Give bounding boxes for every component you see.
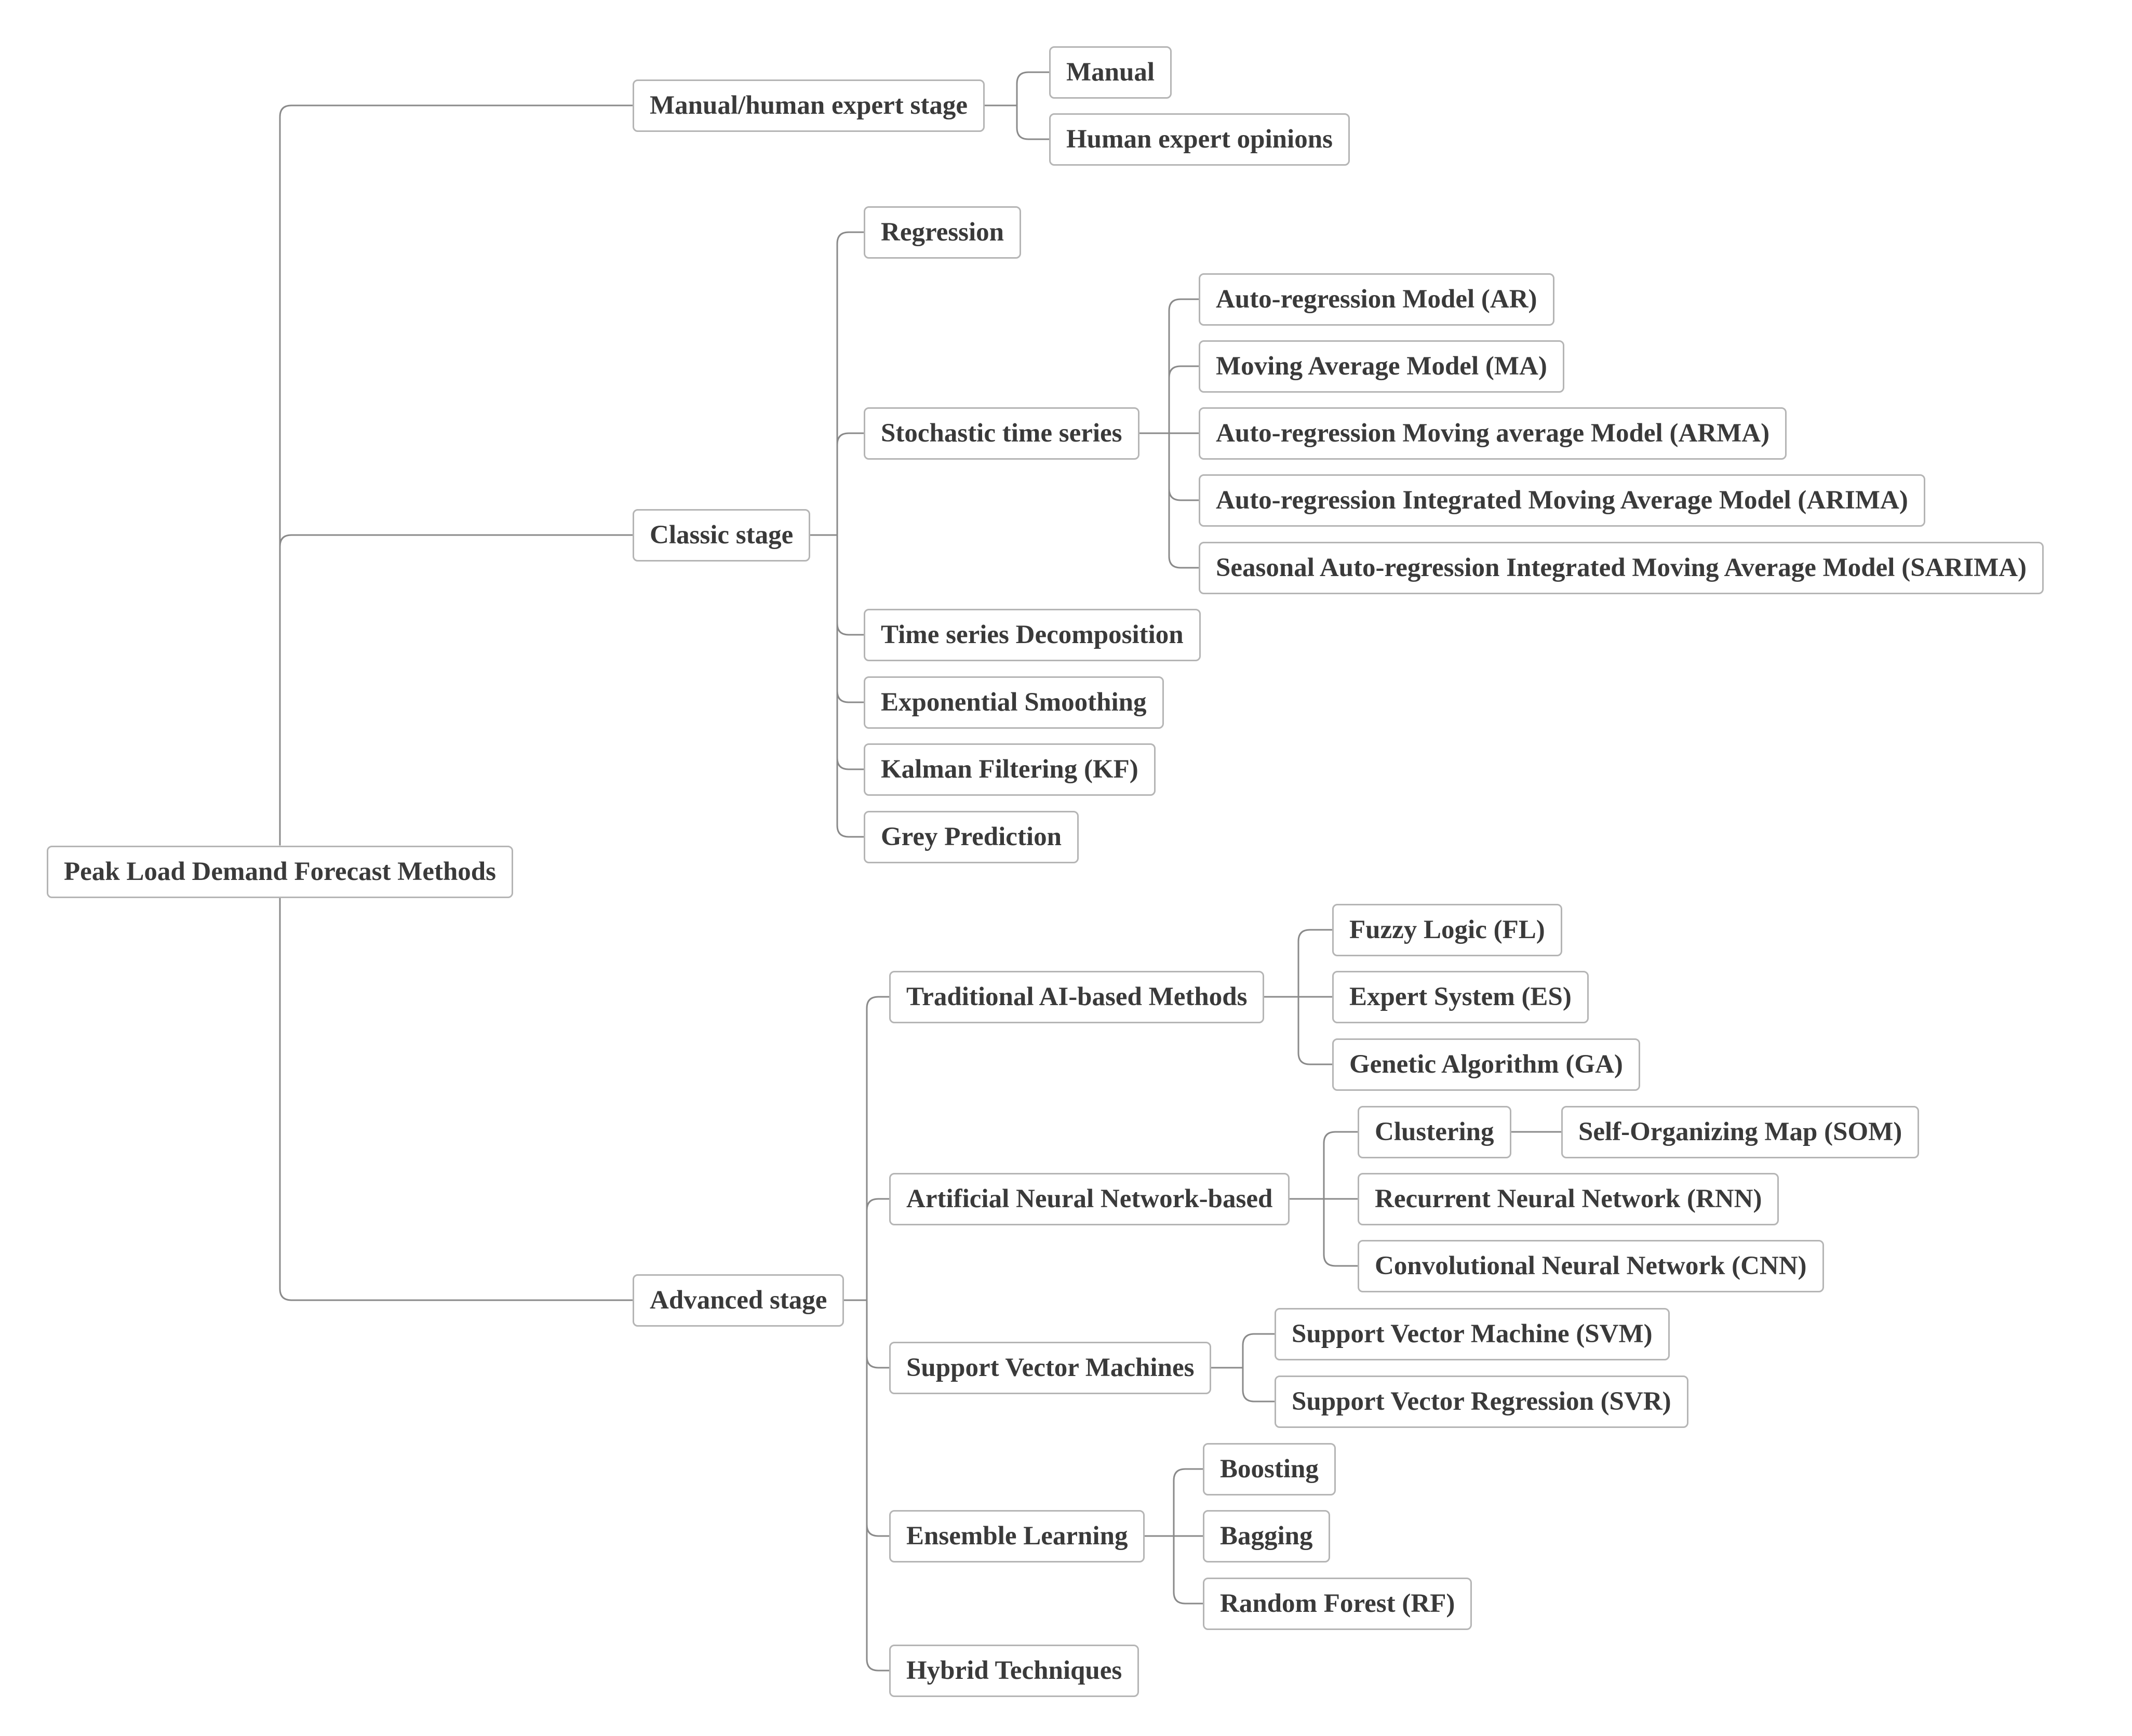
node-support-vector-machine-svm: Support Vector Machine (SVM): [1275, 1308, 1670, 1360]
connector-random-forest-rf: [1145, 1536, 1203, 1604]
node-regression: Regression: [864, 206, 1021, 259]
node-stochastic-time-series: Stochastic time series: [864, 407, 1139, 460]
connector-grey-prediction: [810, 535, 864, 837]
node-auto-regression-moving-average-model-arma: Auto-regression Moving average Model (ARMA): [1199, 407, 1787, 460]
node-expert-system-es: Expert System (ES): [1332, 971, 1589, 1023]
node-manual: Manual: [1049, 46, 1172, 99]
node-hybrid-techniques: Hybrid Techniques: [889, 1645, 1139, 1697]
node-grey-prediction: Grey Prediction: [864, 811, 1079, 863]
connector-support-vector-regression-svr: [1211, 1368, 1275, 1401]
node-bagging: Bagging: [1203, 1510, 1330, 1563]
node-manual-human-expert-stage: Manual/human expert stage: [633, 79, 985, 132]
connector-fuzzy-logic-fl: [1264, 930, 1332, 997]
connector-moving-average-model-ma: [1139, 366, 1199, 433]
connector-stochastic-time-series: [810, 433, 864, 535]
node-moving-average-model-ma: Moving Average Model (MA): [1199, 340, 1564, 393]
node-random-forest-rf: Random Forest (RF): [1203, 1578, 1472, 1630]
node-ensemble-learning: Ensemble Learning: [889, 1510, 1145, 1563]
connector-classic-stage: [280, 535, 633, 846]
connector-manual: [985, 72, 1049, 105]
node-time-series-decomposition: Time series Decomposition: [864, 609, 1201, 661]
connector-convolutional-neural-network-cnn: [1290, 1199, 1358, 1266]
connector-advanced-stage: [280, 898, 633, 1301]
node-exponential-smoothing: Exponential Smoothing: [864, 676, 1164, 729]
connector-hybrid-techniques: [844, 1300, 889, 1671]
node-clustering: Clustering: [1358, 1106, 1511, 1158]
node-genetic-algorithm-ga: Genetic Algorithm (GA): [1332, 1038, 1640, 1091]
connector-clustering: [1290, 1132, 1358, 1199]
connector-genetic-algorithm-ga: [1264, 997, 1332, 1064]
node-seasonal-auto-regression-integrated-moving-average-model-sarima: Seasonal Auto-regression Integrated Moving Average Model (SARIMA): [1199, 542, 2044, 594]
connector-boosting: [1145, 1469, 1203, 1536]
node-support-vector-regression-svr: Support Vector Regression (SVR): [1275, 1376, 1688, 1428]
connector-human-expert-opinions: [985, 105, 1049, 139]
node-classic-stage: Classic stage: [633, 509, 810, 562]
node-self-organizing-map-som: Self-Organizing Map (SOM): [1561, 1106, 1919, 1158]
node-advanced-stage: Advanced stage: [633, 1274, 844, 1327]
connector-artificial-neural-network-based: [844, 1199, 889, 1300]
node-human-expert-opinions: Human expert opinions: [1049, 113, 1350, 166]
node-fuzzy-logic-fl: Fuzzy Logic (FL): [1332, 904, 1562, 956]
connector-support-vector-machine-svm: [1211, 1334, 1275, 1368]
node-peak-load-demand-forecast-methods: Peak Load Demand Forecast Methods: [47, 846, 513, 898]
node-traditional-ai-based-methods: Traditional AI-based Methods: [889, 971, 1264, 1023]
node-auto-regression-integrated-moving-average-model-arima: Auto-regression Integrated Moving Average Model (ARIMA): [1199, 474, 1925, 527]
node-kalman-filtering-kf: Kalman Filtering (KF): [864, 743, 1156, 796]
node-recurrent-neural-network-rnn: Recurrent Neural Network (RNN): [1358, 1173, 1779, 1225]
connector-manual-human-expert-stage: [280, 105, 633, 846]
node-convolutional-neural-network-cnn: Convolutional Neural Network (CNN): [1358, 1240, 1824, 1292]
node-boosting: Boosting: [1203, 1443, 1336, 1495]
node-artificial-neural-network-based: Artificial Neural Network-based: [889, 1173, 1290, 1225]
node-auto-regression-model-ar: Auto-regression Model (AR): [1199, 273, 1554, 326]
node-support-vector-machines: Support Vector Machines: [889, 1342, 1211, 1394]
